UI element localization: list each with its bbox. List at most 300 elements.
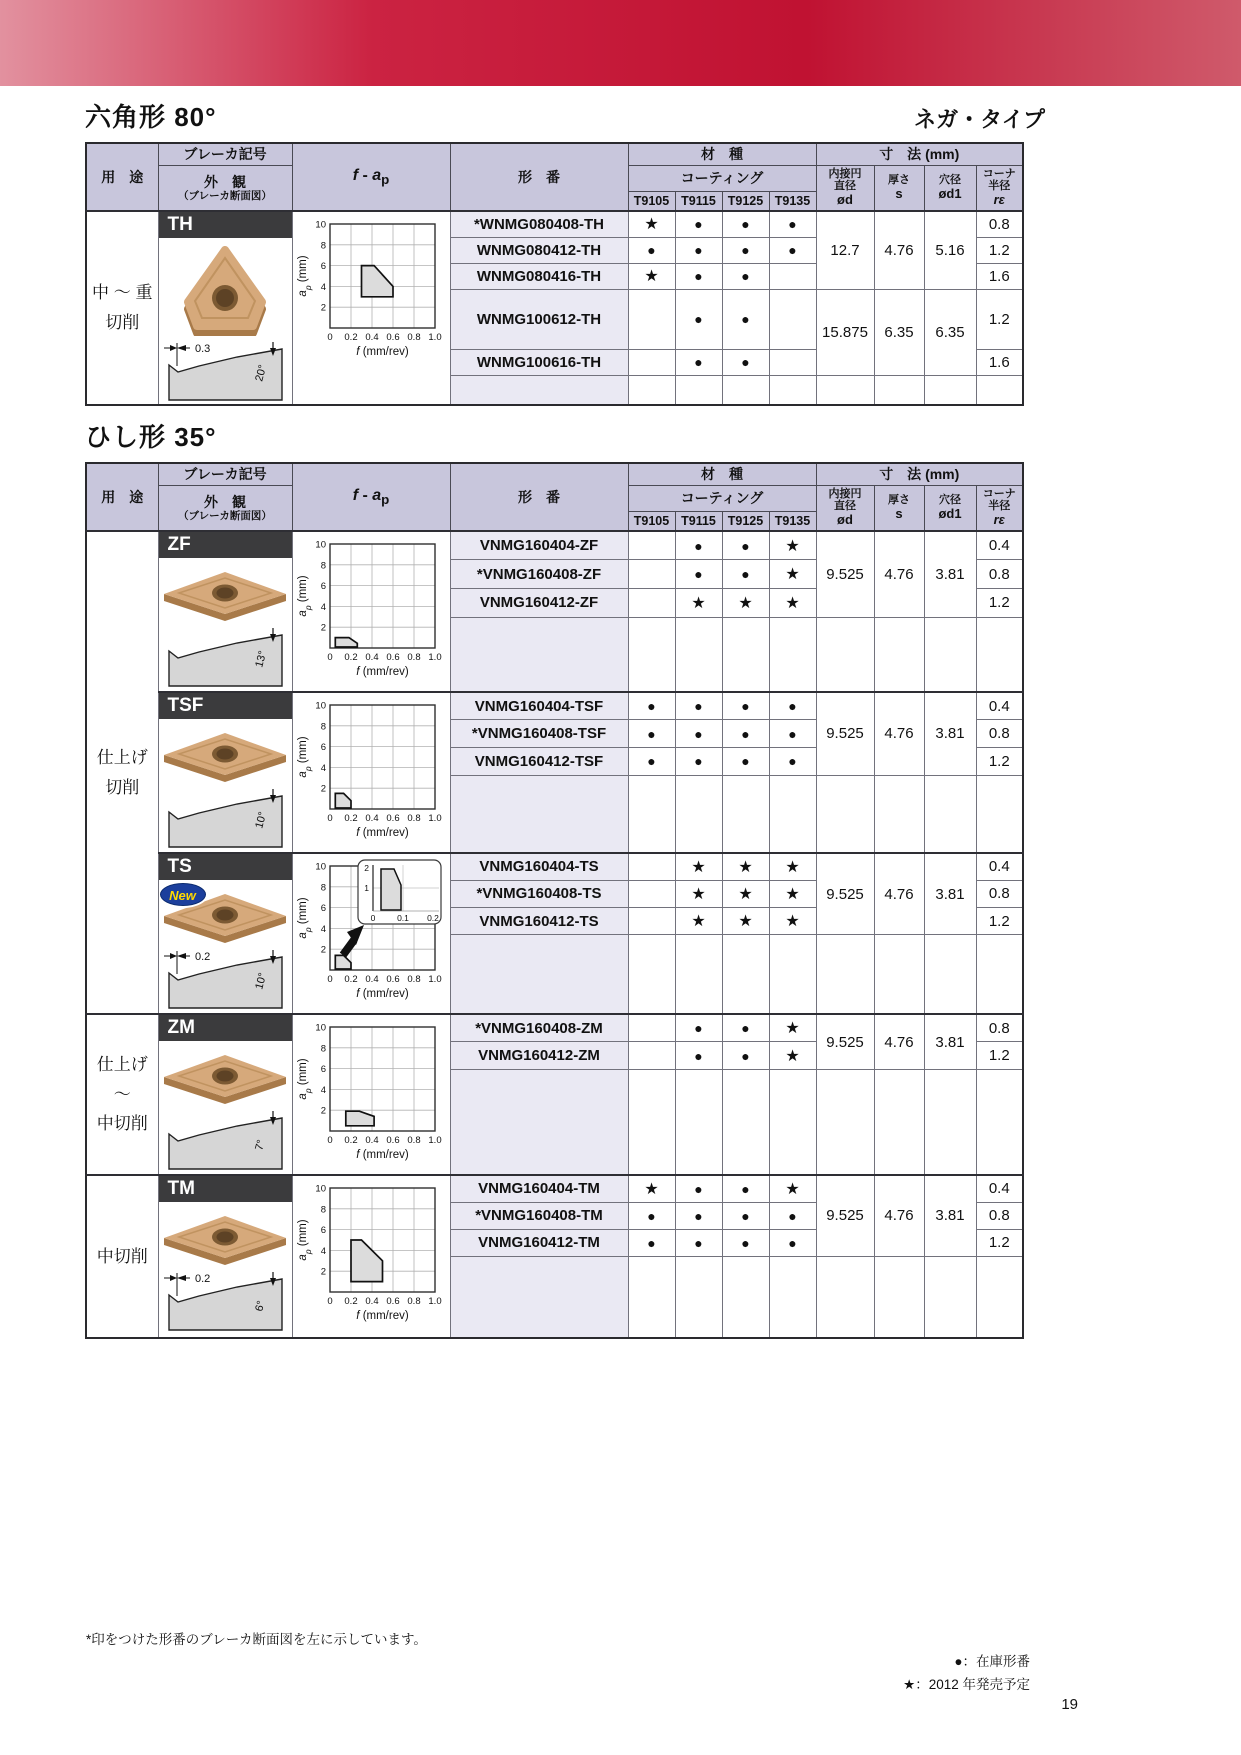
col-header-grade-T9135: T9135 — [769, 511, 816, 531]
empty-part-cell — [450, 1256, 628, 1338]
cross-section-diagram — [161, 340, 289, 404]
empty-mark — [675, 935, 722, 1014]
dim-od1-cell: 3.81 — [924, 1014, 976, 1070]
col-header-usage: 用 途 — [86, 463, 158, 531]
svg-text:10°: 10° — [253, 971, 270, 991]
col-header-f-ap: f - $a_p$ — [292, 463, 450, 531]
stock-dot-mark: ● — [722, 1042, 769, 1070]
svg-text:0.2: 0.2 — [427, 913, 439, 923]
table-row — [86, 1014, 1023, 1042]
planned-star-mark: ★ — [769, 560, 816, 589]
svg-text:4: 4 — [320, 923, 326, 935]
svg-text:10: 10 — [315, 700, 326, 712]
insert-photo-rhombic — [159, 1208, 291, 1266]
planned-star-mark: ★ — [769, 531, 816, 560]
planned-star-mark: ★ — [628, 263, 675, 289]
svg-text:1.0: 1.0 — [428, 813, 442, 824]
empty-mark — [628, 880, 675, 907]
svg-text:2: 2 — [364, 863, 369, 873]
col-header-appearance: 外 観 （ブレーカ断面図） — [158, 485, 292, 531]
svg-text:0: 0 — [327, 1296, 333, 1307]
empty-mark — [628, 617, 675, 692]
svg-text:2: 2 — [320, 783, 326, 795]
insert-photo-rhombic — [159, 725, 291, 783]
col-header-grade-T9105: T9105 — [628, 511, 675, 531]
svg-text:6: 6 — [320, 581, 326, 593]
part-number-cell: VNMG160412-TS — [450, 908, 628, 935]
empty-mark — [722, 775, 769, 853]
dim-re-cell: 0.8 — [976, 560, 1023, 589]
usage-cell: 仕上げ ～ 中切削 — [86, 1014, 158, 1175]
stock-dot-mark: ● — [722, 1202, 769, 1229]
svg-text:7°: 7° — [253, 1138, 268, 1152]
svg-text:0.4: 0.4 — [365, 1296, 379, 1307]
svg-text:1.0: 1.0 — [428, 652, 442, 663]
svg-text:2: 2 — [320, 1105, 326, 1117]
empty-part-cell — [450, 1070, 628, 1175]
part-number-cell: WNMG100612-TH — [450, 289, 628, 349]
svg-text:0.2: 0.2 — [344, 1296, 358, 1307]
planned-star-mark: ★ — [675, 880, 722, 907]
svg-text:0.2: 0.2 — [344, 1135, 358, 1146]
usage-cell: 中 ～ 重 切削 — [86, 211, 158, 405]
stock-dot-mark: ● — [769, 1202, 816, 1229]
planned-star-mark: ★ — [769, 853, 816, 880]
stock-dot-mark: ● — [769, 747, 816, 775]
empty-part-cell — [450, 775, 628, 853]
svg-text:0.4: 0.4 — [365, 974, 379, 985]
stock-dot-mark: ● — [722, 531, 769, 560]
usage-cell: 仕上げ 切削 — [86, 531, 158, 1014]
svg-text:8: 8 — [320, 882, 326, 894]
planned-star-mark: ★ — [675, 908, 722, 935]
col-header-breaker: ブレーカ記号 — [158, 143, 292, 165]
stock-dot-mark: ● — [675, 1042, 722, 1070]
dim-re-cell: 1.2 — [976, 589, 1023, 618]
f-ap-chart-cell — [292, 853, 450, 1014]
dim-re-cell: 0.8 — [976, 211, 1023, 237]
svg-text:0.4: 0.4 — [365, 1135, 379, 1146]
insert-photo-trigon — [175, 244, 275, 336]
breaker-cell — [158, 692, 292, 853]
insert-photo-rhombic — [159, 1047, 291, 1105]
stock-dot-mark: ● — [722, 747, 769, 775]
f-ap-chart-cell — [292, 211, 450, 405]
svg-text:0.8: 0.8 — [407, 813, 421, 824]
empty-mark — [628, 775, 675, 853]
svg-text:13°: 13° — [253, 649, 270, 669]
part-number-cell: VNMG160404-TSF — [450, 692, 628, 720]
cross-section-diagram — [161, 787, 289, 851]
dim-re-cell: 0.8 — [976, 1014, 1023, 1042]
planned-star-mark: ★ — [722, 853, 769, 880]
svg-text:20°: 20° — [253, 363, 270, 383]
top-red-banner — [0, 0, 1241, 86]
stock-dot-mark: ● — [628, 720, 675, 748]
dim-od-cell: 15.875 — [816, 289, 874, 375]
part-number-cell: VNMG160404-ZF — [450, 531, 628, 560]
empty-dim-cell — [924, 775, 976, 853]
dim-od1-cell: 3.81 — [924, 1175, 976, 1256]
part-number-cell: VNMG160404-TS — [450, 853, 628, 880]
empty-dim-cell — [816, 1256, 874, 1338]
cross-section-diagram — [161, 1109, 289, 1173]
svg-text:0: 0 — [327, 652, 333, 663]
svg-text:10: 10 — [315, 1022, 326, 1034]
stock-dot-mark: ● — [722, 720, 769, 748]
svg-text:6: 6 — [320, 742, 326, 754]
svg-text:0: 0 — [327, 813, 333, 824]
empty-mark — [628, 1256, 675, 1338]
svg-text:10: 10 — [315, 861, 326, 873]
table-row — [86, 692, 1023, 720]
empty-mark — [722, 1070, 769, 1175]
svg-text:f (mm/rev): f (mm/rev) — [356, 827, 409, 839]
stock-dot-mark: ● — [769, 720, 816, 748]
f-ap-chart-svg — [295, 216, 447, 366]
svg-text:f (mm/rev): f (mm/rev) — [356, 1149, 409, 1161]
svg-text:6: 6 — [320, 903, 326, 915]
svg-text:10: 10 — [315, 539, 326, 551]
table-row — [86, 531, 1023, 560]
part-number-cell: *VNMG160408-TM — [450, 1202, 628, 1229]
planned-star-mark: ★ — [769, 589, 816, 618]
planned-star-mark: ★ — [628, 1175, 675, 1202]
asterisk-footnote: *印をつけた形番のブレーカ断面図を左に示しています。 — [86, 1632, 427, 1647]
col-header-usage: 用 途 — [86, 143, 158, 211]
empty-dim-cell — [874, 1070, 924, 1175]
part-number-cell: VNMG160412-ZM — [450, 1042, 628, 1070]
dim-od-cell: 9.525 — [816, 531, 874, 617]
dim-re-cell: 0.8 — [976, 1202, 1023, 1229]
svg-text:8: 8 — [320, 1204, 326, 1216]
svg-text:0: 0 — [327, 974, 333, 985]
svg-text:1.0: 1.0 — [428, 974, 442, 985]
svg-text:0.6: 0.6 — [386, 1296, 400, 1307]
col-header-part-no: 形 番 — [450, 463, 628, 531]
stock-dot-mark: ● — [628, 747, 675, 775]
dim-re-cell: 0.4 — [976, 1175, 1023, 1202]
col-header-coating: コーティング — [628, 165, 816, 191]
dim-re-cell: 1.2 — [976, 289, 1023, 349]
empty-dim-cell — [924, 1070, 976, 1175]
stock-dot-mark: ● — [675, 211, 722, 237]
svg-text:ap (mm): $a_p$ (mm) — [297, 897, 313, 939]
rhombic-35-table — [85, 462, 1024, 1339]
col-header-part-no: 形 番 — [450, 143, 628, 211]
stock-dot-mark: ● — [675, 289, 722, 349]
breaker-cell — [158, 1175, 292, 1338]
empty-mark — [769, 1256, 816, 1338]
f-ap-chart-cell — [292, 692, 450, 853]
svg-text:4: 4 — [320, 762, 326, 774]
planned-star-mark: ★ — [722, 589, 769, 618]
part-number-cell: VNMG160404-TM — [450, 1175, 628, 1202]
empty-dim-cell — [874, 617, 924, 692]
empty-dim-cell — [816, 775, 874, 853]
legend-stock-dot: ●：在庫形番 — [954, 1654, 1030, 1669]
col-header-coating: コーティング — [628, 485, 816, 511]
empty-dim-cell — [874, 775, 924, 853]
empty-mark — [628, 853, 675, 880]
planned-star-mark: ★ — [769, 1042, 816, 1070]
empty-mark — [675, 375, 722, 405]
col-header-dim-0: 内接円 直径 ød — [816, 485, 874, 531]
stock-dot-mark: ● — [675, 720, 722, 748]
marks-legend — [903, 1650, 1030, 1696]
svg-text:0: 0 — [327, 1135, 333, 1146]
dim-re-cell: 0.4 — [976, 853, 1023, 880]
svg-text:ap (mm): $a_p$ (mm) — [297, 575, 313, 617]
empty-mark — [675, 775, 722, 853]
svg-text:6: 6 — [320, 1225, 326, 1237]
stock-dot-mark: ● — [675, 1014, 722, 1042]
col-header-dimensions: 寸 法 (mm) — [816, 463, 1023, 485]
f-ap-chart-cell — [292, 1175, 450, 1338]
stock-dot-mark: ● — [722, 692, 769, 720]
part-number-cell: WNMG080412-TH — [450, 237, 628, 263]
breaker-cell — [158, 1014, 292, 1175]
col-header-dim-0: 内接円 直径 ød — [816, 165, 874, 211]
breaker-cell — [158, 853, 292, 1014]
f-ap-chart-svg — [295, 1019, 447, 1169]
svg-text:0.2: 0.2 — [195, 951, 211, 963]
svg-text:0.1: 0.1 — [397, 913, 409, 923]
dim-od-cell: 9.525 — [816, 692, 874, 775]
f-ap-chart-svg — [295, 858, 447, 1008]
dim-s-cell: 4.76 — [874, 1175, 924, 1256]
empty-mark — [675, 1070, 722, 1175]
empty-mark — [628, 1042, 675, 1070]
part-number-cell: VNMG160412-TM — [450, 1229, 628, 1256]
svg-text:8: 8 — [320, 240, 326, 252]
breaker-badge: TM — [159, 1176, 292, 1202]
empty-mark — [628, 935, 675, 1014]
table-row — [86, 853, 1023, 880]
svg-text:0.8: 0.8 — [407, 652, 421, 663]
empty-dim-cell — [924, 375, 976, 405]
col-header-grade-T9135: T9135 — [769, 191, 816, 211]
dim-s-cell: 4.76 — [874, 211, 924, 289]
svg-text:4: 4 — [320, 1084, 326, 1096]
empty-mark — [675, 617, 722, 692]
breaker-cell — [158, 531, 292, 692]
usage-cell: 中切削 — [86, 1175, 158, 1338]
dim-od-cell: 12.7 — [816, 211, 874, 289]
empty-dim-cell — [816, 375, 874, 405]
svg-text:2: 2 — [320, 1266, 326, 1278]
dim-re-cell: 1.2 — [976, 237, 1023, 263]
svg-text:10°: 10° — [253, 810, 270, 830]
stock-dot-mark: ● — [722, 237, 769, 263]
empty-dim-cell — [976, 1256, 1023, 1338]
stock-dot-mark: ● — [722, 1014, 769, 1042]
stock-dot-mark: ● — [628, 1202, 675, 1229]
svg-text:0.6: 0.6 — [386, 332, 400, 343]
svg-text:f (mm/rev): f (mm/rev) — [356, 988, 409, 1000]
svg-text:1: 1 — [364, 883, 369, 893]
empty-mark — [628, 589, 675, 618]
col-header-f-ap: f - $a_p$ — [292, 143, 450, 211]
empty-part-cell — [450, 375, 628, 405]
table-header — [86, 463, 1023, 531]
svg-text:0.6: 0.6 — [386, 813, 400, 824]
dim-od-cell: 9.525 — [816, 1014, 874, 1070]
empty-dim-cell — [976, 1070, 1023, 1175]
empty-dim-cell — [976, 375, 1023, 405]
section-title-rhombic35: ひし形 35° — [85, 422, 217, 452]
svg-text:f (mm/rev): f (mm/rev) — [356, 346, 409, 358]
stock-dot-mark: ● — [722, 560, 769, 589]
stock-dot-mark: ● — [675, 263, 722, 289]
col-header-grade-T9115: T9115 — [675, 511, 722, 531]
svg-text:0.8: 0.8 — [407, 332, 421, 343]
svg-text:6°: 6° — [253, 1299, 268, 1313]
table-header — [86, 143, 1023, 211]
stock-dot-mark: ● — [675, 1175, 722, 1202]
empty-mark — [769, 935, 816, 1014]
col-header-appearance: 外 観 （ブレーカ断面図） — [158, 165, 292, 211]
dim-re-cell: 0.4 — [976, 531, 1023, 560]
page-number: 19 — [1061, 1696, 1078, 1713]
col-header-dim-1: 厚さ s — [874, 485, 924, 531]
part-number-cell: *VNMG160408-TS — [450, 880, 628, 907]
stock-dot-mark: ● — [675, 560, 722, 589]
dim-od1-cell: 5.16 — [924, 211, 976, 289]
dim-re-cell: 0.8 — [976, 880, 1023, 907]
dim-s-cell: 4.76 — [874, 853, 924, 935]
svg-text:1.0: 1.0 — [428, 332, 442, 343]
stock-dot-mark: ● — [722, 1229, 769, 1256]
svg-text:2: 2 — [320, 944, 326, 956]
dim-s-cell: 4.76 — [874, 1014, 924, 1070]
stock-dot-mark: ● — [628, 237, 675, 263]
dim-re-cell: 1.6 — [976, 349, 1023, 375]
svg-text:8: 8 — [320, 721, 326, 733]
stock-dot-mark: ● — [769, 1229, 816, 1256]
empty-mark — [628, 289, 675, 349]
dim-s-cell: 6.35 — [874, 289, 924, 375]
svg-text:f (mm/rev): f (mm/rev) — [356, 666, 409, 678]
section-heading-hex — [85, 101, 1045, 134]
stock-dot-mark: ● — [675, 747, 722, 775]
dim-s-cell: 4.76 — [874, 692, 924, 775]
empty-dim-cell — [924, 1256, 976, 1338]
svg-text:0.6: 0.6 — [386, 974, 400, 985]
svg-text:4: 4 — [320, 1245, 326, 1257]
svg-text:2: 2 — [320, 302, 326, 314]
stock-dot-mark: ● — [675, 237, 722, 263]
empty-dim-cell — [924, 617, 976, 692]
empty-mark — [628, 908, 675, 935]
hex-80-table — [85, 142, 1024, 406]
empty-mark — [628, 1014, 675, 1042]
f-ap-chart-cell — [292, 531, 450, 692]
planned-star-mark: ★ — [722, 880, 769, 907]
breaker-badge: TS — [159, 854, 292, 880]
breaker-cell — [158, 211, 292, 405]
svg-text:1.0: 1.0 — [428, 1296, 442, 1307]
svg-text:8: 8 — [320, 1043, 326, 1055]
table-body — [86, 211, 1023, 405]
empty-dim-cell — [874, 935, 924, 1014]
svg-text:ap (mm): $a_p$ (mm) — [297, 255, 313, 297]
stock-dot-mark: ● — [722, 211, 769, 237]
svg-text:0.2: 0.2 — [344, 332, 358, 343]
empty-dim-cell — [976, 617, 1023, 692]
col-header-dim-2: 穴径 ød1 — [924, 165, 976, 211]
svg-text:0.8: 0.8 — [407, 1296, 421, 1307]
stock-dot-mark: ● — [675, 531, 722, 560]
f-ap-chart-svg — [295, 1180, 447, 1330]
nega-type-label: ネガ・タイプ — [914, 107, 1045, 132]
planned-star-mark: ★ — [675, 589, 722, 618]
svg-text:ap (mm): $a_p$ (mm) — [297, 736, 313, 778]
svg-text:0.4: 0.4 — [365, 652, 379, 663]
col-header-dim-1: 厚さ s — [874, 165, 924, 211]
empty-dim-cell — [816, 617, 874, 692]
dim-od1-cell: 3.81 — [924, 692, 976, 775]
planned-star-mark: ★ — [722, 908, 769, 935]
svg-text:10: 10 — [315, 1183, 326, 1195]
svg-text:0.6: 0.6 — [386, 652, 400, 663]
part-number-cell: *WNMG080408-TH — [450, 211, 628, 237]
col-header-grade-T9125: T9125 — [722, 511, 769, 531]
svg-text:0: 0 — [370, 913, 376, 923]
part-number-cell: VNMG160412-TSF — [450, 747, 628, 775]
stock-dot-mark: ● — [628, 692, 675, 720]
dim-re-cell: 1.6 — [976, 263, 1023, 289]
stock-dot-mark: ● — [675, 1202, 722, 1229]
empty-mark — [628, 560, 675, 589]
empty-mark — [628, 349, 675, 375]
col-header-grade-T9105: T9105 — [628, 191, 675, 211]
part-number-cell: *VNMG160408-ZF — [450, 560, 628, 589]
dim-od-cell: 9.525 — [816, 853, 874, 935]
insert-photo-rhombic — [159, 564, 291, 622]
svg-text:f (mm/rev): f (mm/rev) — [356, 1310, 409, 1322]
f-ap-chart-svg — [295, 536, 447, 686]
svg-text:0.8: 0.8 — [407, 1135, 421, 1146]
empty-mark — [628, 1070, 675, 1175]
svg-text:0.2: 0.2 — [344, 813, 358, 824]
part-number-cell: WNMG080416-TH — [450, 263, 628, 289]
empty-dim-cell — [816, 935, 874, 1014]
cross-section-diagram — [161, 626, 289, 690]
stock-dot-mark: ● — [769, 692, 816, 720]
svg-text:0.4: 0.4 — [365, 332, 379, 343]
cross-section-diagram — [161, 948, 289, 1012]
col-header-dimensions: 寸 法 (mm) — [816, 143, 1023, 165]
cross-section-diagram — [161, 1270, 289, 1334]
svg-text:0.6: 0.6 — [386, 1135, 400, 1146]
dim-od1-cell: 3.81 — [924, 853, 976, 935]
svg-text:0.3: 0.3 — [195, 343, 211, 355]
dim-od-cell: 9.525 — [816, 1175, 874, 1256]
stock-dot-mark: ● — [675, 349, 722, 375]
planned-star-mark: ★ — [769, 880, 816, 907]
breaker-badge: TH — [159, 212, 292, 238]
dim-re-cell: 1.2 — [976, 908, 1023, 935]
svg-text:4: 4 — [320, 281, 326, 293]
svg-text:6: 6 — [320, 261, 326, 273]
empty-dim-cell — [976, 935, 1023, 1014]
dim-re-cell: 0.8 — [976, 720, 1023, 748]
table-body — [86, 531, 1023, 1338]
svg-text:0.2: 0.2 — [344, 974, 358, 985]
breaker-badge: ZF — [159, 532, 292, 558]
svg-text:0.4: 0.4 — [365, 813, 379, 824]
